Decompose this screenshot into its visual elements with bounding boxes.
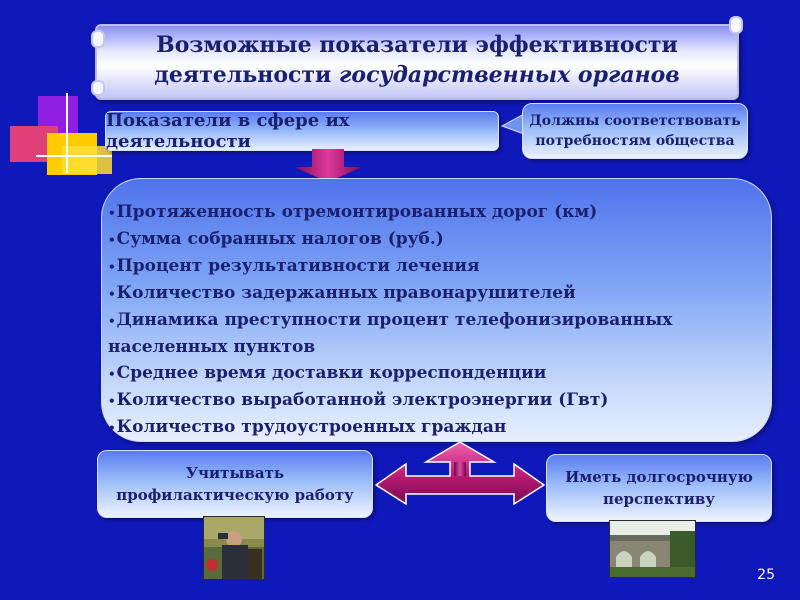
indicators-panel	[101, 178, 772, 442]
list-item: • Количество выработанной электроэнергии (Гвт)	[108, 387, 751, 414]
photo-people-image	[203, 516, 265, 580]
three-way-arrow-icon	[374, 440, 546, 506]
long-term-box: Иметь долгосрочную перспективу	[546, 454, 772, 522]
callout-box: Должны соответствовать потребностям общества	[522, 103, 748, 159]
list-item: • Динамика преступности процент телефонизированных населенных пунктов	[108, 307, 751, 360]
list-item: • Сумма собранных налогов (руб.)	[108, 226, 751, 253]
list-item: • Среднее время доставки корреспонденции	[108, 360, 751, 387]
indicators-header: Показатели в сфере их деятельности	[105, 111, 499, 151]
list-item: • Процент результативности лечения	[108, 253, 751, 280]
list-item: • Протяженность отремонтированных дорог (км)	[108, 199, 751, 226]
list-item: • Количество трудоустроенных граждан	[108, 414, 751, 441]
page-title: Возможные показатели эффективности деятельности государственных органов	[154, 32, 680, 88]
title-banner	[95, 24, 739, 100]
prevention-box: Учитывать профилактическую работу	[97, 450, 373, 518]
photo-bridge-image	[609, 520, 696, 578]
slide-number: 25	[757, 567, 775, 583]
list-item: • Количество задержанных правонарушителей	[108, 280, 751, 307]
decorative-squares	[10, 93, 112, 179]
indicators-list	[108, 199, 751, 441]
